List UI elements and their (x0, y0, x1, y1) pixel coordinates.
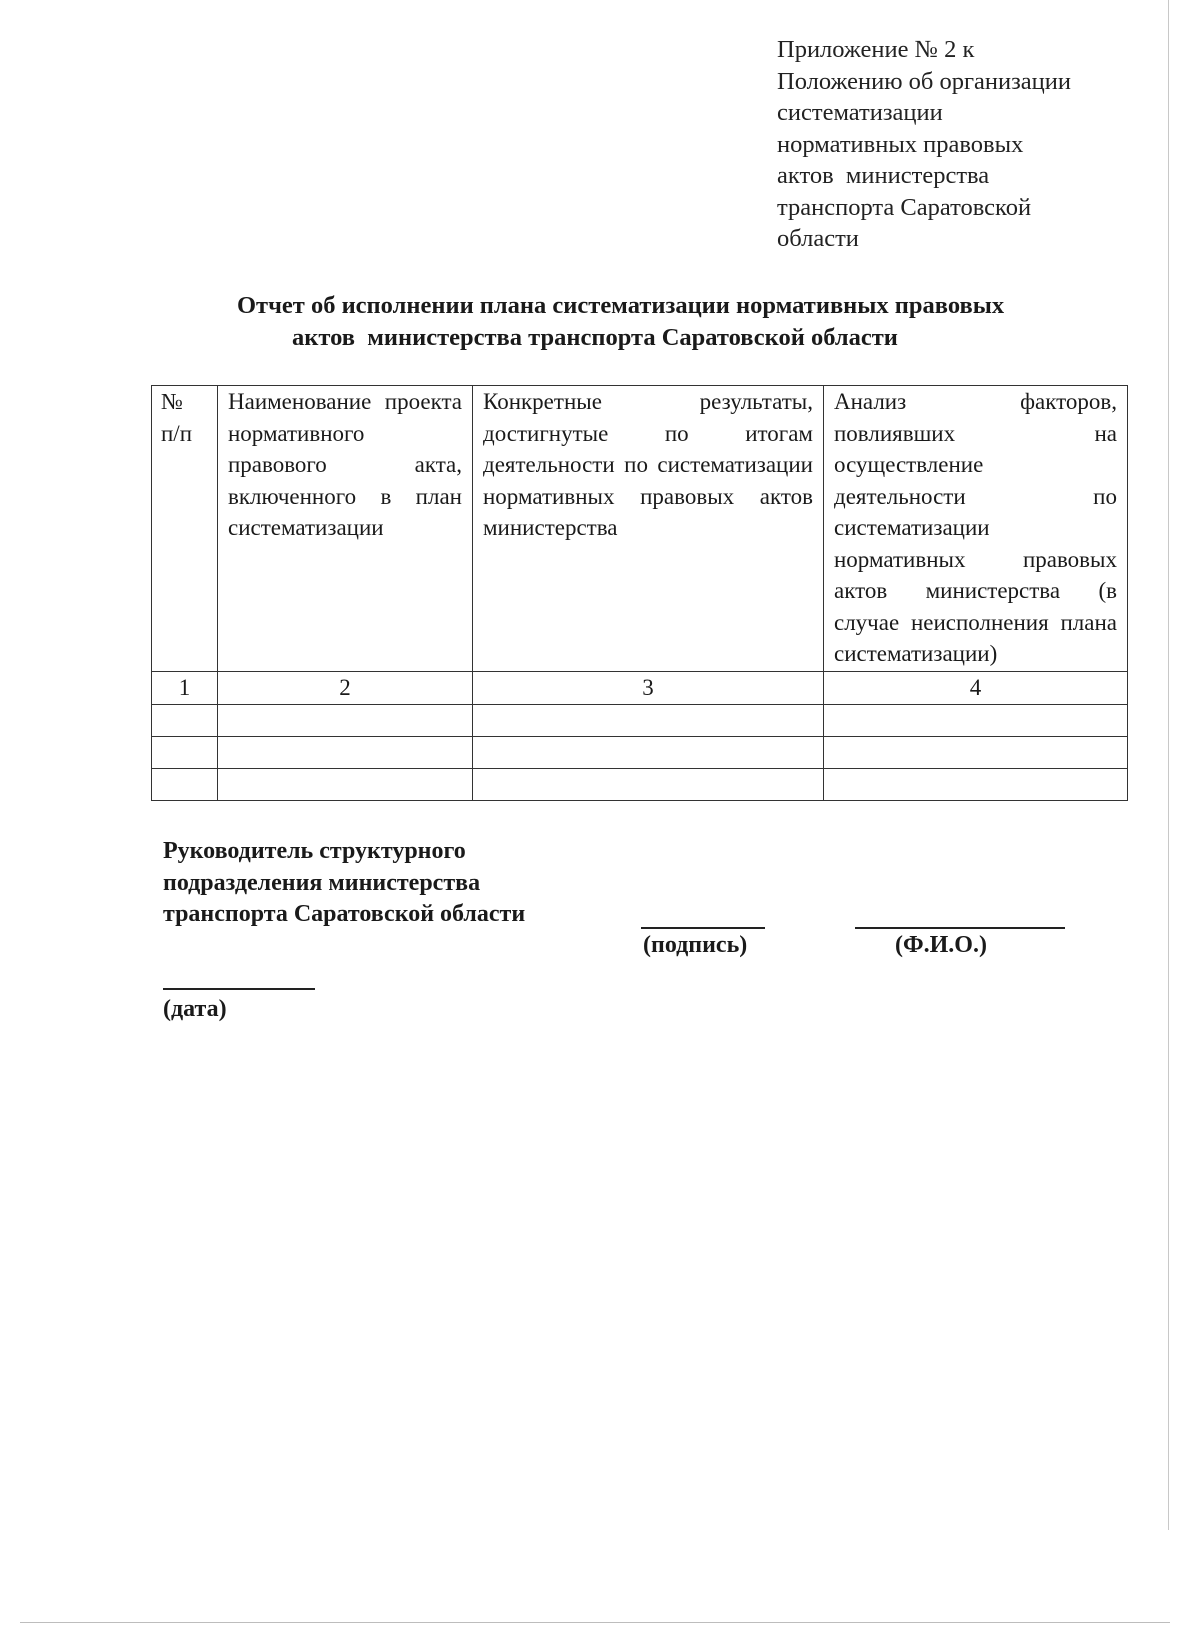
date-label: (дата) (163, 996, 227, 1022)
empty-cell (152, 736, 218, 768)
table-header-row (152, 386, 1128, 672)
appendix-line: транспорта Саратовской (777, 193, 1032, 221)
column-number-row (152, 672, 1128, 705)
date-blank-line (163, 988, 315, 990)
empty-cell (218, 704, 473, 736)
empty-cell (473, 768, 824, 800)
empty-cell (218, 736, 473, 768)
header-cell-analysis: Анализ факторов, повлиявших на осуществление деятельности по систематизации нормативных правовых актов министерства (в случае неисполнения плана систематизации) (824, 386, 1128, 672)
signature-blank-line (641, 927, 765, 929)
table-row (152, 704, 1128, 736)
report-title-line-2: актов министерства транспорта Саратовской области (292, 324, 898, 351)
signature-line: транспорта Саратовской области (163, 901, 526, 927)
empty-cell (152, 704, 218, 736)
column-number-cell: 4 (824, 672, 1128, 705)
table-row (152, 768, 1128, 800)
column-number-cell: 3 (473, 672, 824, 705)
appendix-line: Положению об организации (777, 67, 1071, 95)
empty-cell (824, 704, 1128, 736)
appendix-line: актов министерства (777, 162, 990, 189)
scan-edge-bottom (20, 1622, 1170, 1623)
signature-label: (подпись) (643, 932, 748, 958)
empty-cell (824, 736, 1128, 768)
appendix-line: нормативных правовых (777, 130, 1024, 158)
signature-block (163, 836, 525, 931)
appendix-line: Приложение № 2 к (777, 36, 975, 63)
column-number-cell: 2 (218, 672, 473, 705)
name-blank-line (855, 927, 1065, 929)
scan-edge-right (1168, 0, 1169, 1530)
empty-cell (152, 768, 218, 800)
empty-cell (824, 768, 1128, 800)
header-cell-number: № п/п (152, 386, 218, 672)
header-cell-act-name: Наименование проекта нормативного правового акта, включенного в план систематизации (218, 386, 473, 672)
empty-cell (473, 736, 824, 768)
empty-cell (473, 704, 824, 736)
table-row (152, 736, 1128, 768)
column-number-cell: 1 (152, 672, 218, 705)
header-cell-results: Конкретные результаты, достигнутые по итогам деятельности по систематизации нормативных правовых актов министерства (473, 386, 824, 672)
signature-line: Руководитель структурного (163, 838, 466, 864)
report-title-line-1: Отчет об исполнении плана систематизации нормативных правовых (237, 292, 1005, 319)
report-table (151, 385, 1128, 801)
appendix-line: систематизации (777, 99, 943, 126)
name-label: (Ф.И.О.) (895, 932, 987, 958)
empty-cell (218, 768, 473, 800)
appendix-note (777, 34, 1157, 255)
signature-line: подразделения министерства (163, 869, 481, 896)
appendix-line: области (777, 225, 859, 252)
